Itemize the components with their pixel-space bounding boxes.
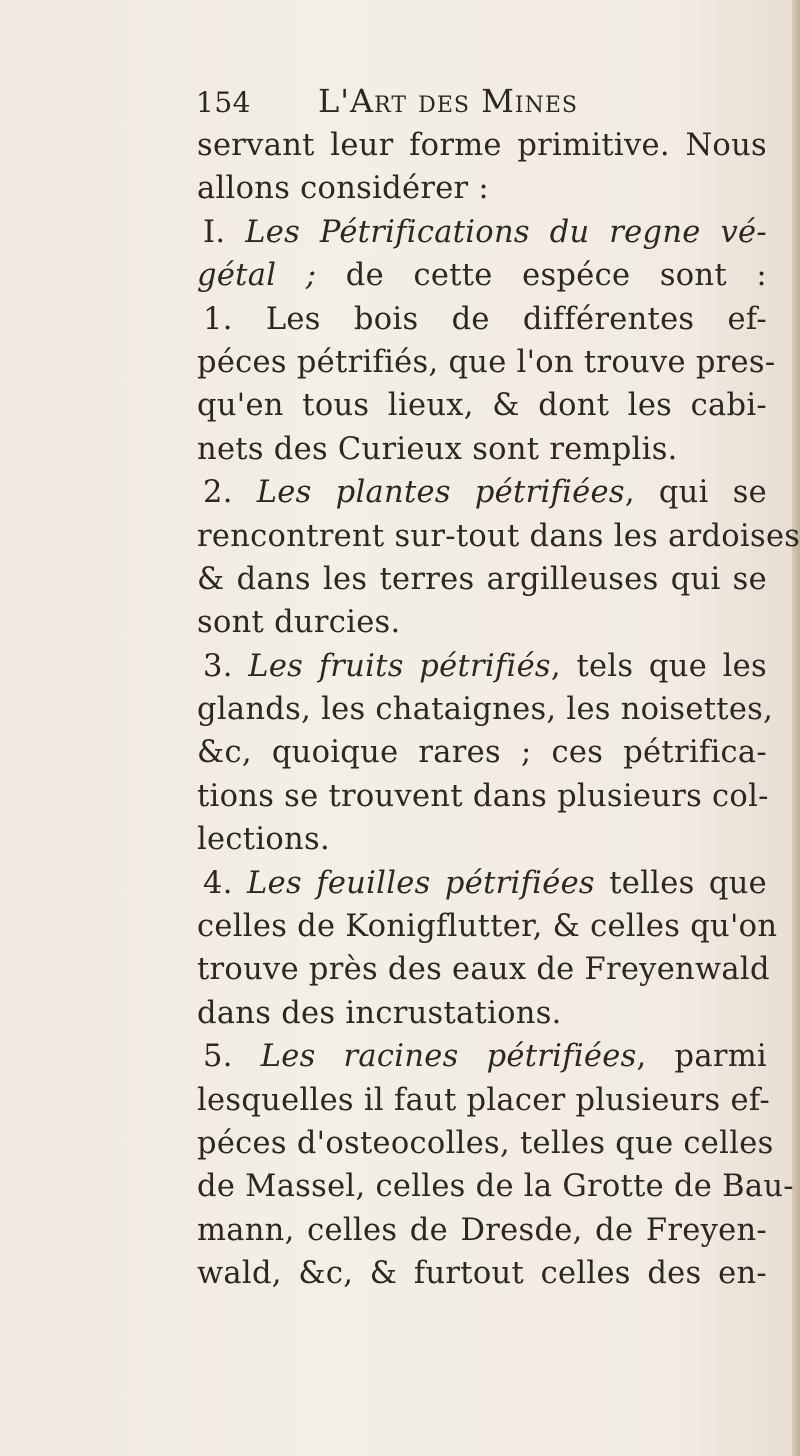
running-head bbox=[190, 82, 620, 126]
text-line bbox=[197, 601, 767, 644]
text-line bbox=[197, 731, 767, 774]
roman-text: , tels que les bbox=[550, 648, 767, 684]
roman-text: sont durcies. bbox=[197, 605, 401, 641]
text-line bbox=[197, 992, 767, 1035]
roman-text: glands, les chataignes, les noisettes, bbox=[197, 692, 774, 728]
text-line bbox=[197, 211, 767, 254]
text-line bbox=[197, 167, 767, 210]
page-edge bbox=[792, 0, 800, 1456]
roman-text: nets des Curieux sont remplis. bbox=[197, 431, 678, 467]
text-line bbox=[197, 515, 800, 558]
roman-text: allons considérer : bbox=[197, 171, 489, 207]
roman-text: mann, celles de Dresde, de Freyen- bbox=[197, 1212, 767, 1248]
roman-text: wald, &c, & furtout celles des en- bbox=[197, 1256, 767, 1292]
text-line bbox=[197, 818, 767, 861]
italic-text: Les Pétrifications du regne vé- bbox=[245, 214, 767, 250]
roman-text: &c, quoique rares ; ces pétrifica- bbox=[197, 735, 767, 771]
text-line bbox=[197, 1079, 770, 1122]
roman-text: 2. bbox=[203, 475, 257, 511]
roman-text: 1. Les bois de différentes ef- bbox=[203, 301, 767, 337]
roman-text: lections. bbox=[197, 822, 330, 858]
text-line bbox=[197, 1035, 767, 1078]
roman-text: trouve près des eaux de Freyenwald bbox=[197, 952, 770, 988]
text-line bbox=[197, 688, 774, 731]
roman-text: , qui se bbox=[624, 475, 768, 511]
roman-text: , parmi bbox=[636, 1039, 767, 1075]
text-line bbox=[197, 862, 767, 905]
roman-text: lesquelles il faut placer plusieurs ef- bbox=[197, 1082, 770, 1118]
text-line bbox=[197, 1122, 774, 1165]
running-title: L'Art des Mines bbox=[318, 82, 578, 120]
italic-text: Les fruits pétrifiés bbox=[248, 648, 551, 684]
text-line bbox=[197, 948, 770, 991]
text-line bbox=[197, 775, 767, 818]
roman-text: servant leur forme primitive. Nous bbox=[197, 128, 767, 163]
roman-text: de cette espéce sont : bbox=[316, 258, 767, 294]
roman-text: dans des incrustations. bbox=[197, 995, 562, 1031]
text-line bbox=[197, 1252, 767, 1295]
text-line bbox=[197, 905, 778, 948]
body-text bbox=[197, 124, 800, 1296]
roman-text: péces pétrifiés, que l'on trouve pres- bbox=[197, 344, 776, 380]
text-line bbox=[197, 428, 767, 471]
italic-text: Les racines pétrifiées bbox=[260, 1039, 637, 1075]
roman-text: 3. bbox=[203, 648, 249, 684]
italic-text: Les feuilles pétrifiées bbox=[247, 865, 595, 901]
roman-text: de Massel, celles de la Grotte de Bau- bbox=[197, 1169, 794, 1205]
roman-text: celles de Konigflutter, & celles qu'on bbox=[197, 909, 778, 945]
text-line bbox=[197, 124, 767, 167]
roman-text: & dans les terres argilleuses qui se bbox=[197, 561, 767, 597]
roman-text: telles que bbox=[594, 865, 767, 901]
text-line bbox=[197, 471, 767, 514]
page-number: 154 bbox=[196, 86, 251, 119]
italic-text: Les plantes pétrifiées bbox=[256, 475, 625, 511]
text-line bbox=[197, 341, 776, 384]
text-line bbox=[197, 645, 767, 688]
text-line bbox=[197, 384, 767, 427]
text-line bbox=[197, 1209, 767, 1252]
roman-text: péces d'osteocolles, telles que celles bbox=[197, 1125, 774, 1161]
italic-text: gétal ; bbox=[197, 258, 317, 294]
roman-text: 5. bbox=[203, 1039, 261, 1075]
roman-text: 4. bbox=[203, 865, 248, 901]
roman-text: tions se trouvent dans plusieurs col- bbox=[197, 778, 769, 814]
roman-text: I. bbox=[203, 214, 246, 250]
text-line bbox=[197, 1165, 794, 1208]
text-line bbox=[197, 298, 767, 341]
text-line bbox=[197, 558, 767, 601]
text-line bbox=[197, 254, 767, 297]
roman-text: qu'en tous lieux, & dont les cabi- bbox=[197, 388, 767, 424]
roman-text: rencontrent sur-tout dans les ardoises bbox=[197, 518, 800, 554]
